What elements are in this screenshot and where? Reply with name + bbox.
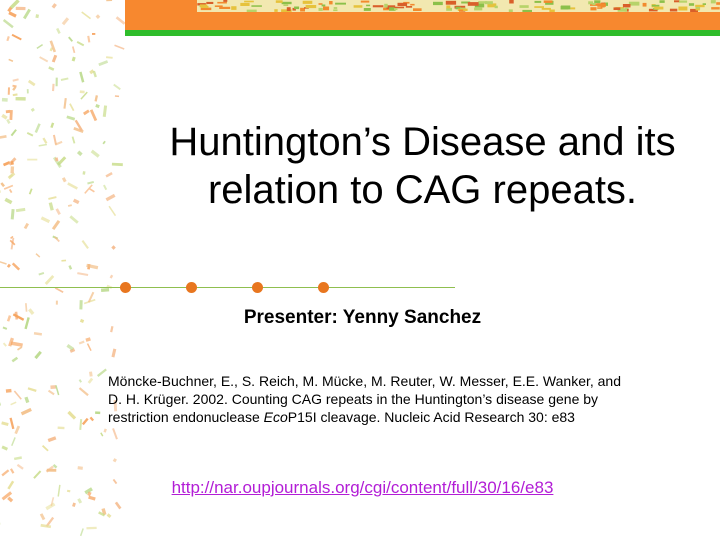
confetti-piece [49, 202, 54, 210]
confetti-piece [85, 337, 90, 342]
confetti-piece [101, 288, 109, 292]
confetti-piece [52, 84, 55, 91]
top-pattern-piece [410, 4, 414, 6]
top-pattern-piece [678, 7, 687, 11]
top-pattern-piece [474, 8, 482, 11]
confetti-piece [62, 17, 69, 25]
top-banner-orange-block [125, 0, 197, 30]
confetti-piece [79, 341, 85, 345]
top-pattern-graphic [197, 0, 720, 12]
confetti-piece [105, 172, 112, 178]
confetti-piece [69, 215, 78, 223]
confetti-piece [94, 95, 98, 101]
top-pattern-piece [406, 6, 412, 8]
top-banner-pattern [197, 0, 720, 12]
confetti-piece [57, 485, 60, 497]
confetti-piece [41, 216, 50, 223]
top-pattern-piece [711, 7, 720, 9]
confetti-piece [9, 189, 12, 193]
confetti-piece [106, 56, 113, 59]
confetti-piece [111, 349, 116, 358]
confetti-piece [13, 313, 24, 321]
confetti-piece [3, 19, 14, 28]
confetti-piece [93, 71, 97, 78]
confetti-piece [115, 502, 122, 510]
confetti-piece [96, 14, 101, 19]
confetti-piece [56, 28, 61, 34]
confetti-piece [68, 204, 72, 207]
confetti-piece [61, 77, 69, 81]
confetti-piece [1, 446, 8, 451]
confetti-piece [61, 260, 66, 262]
confetti-piece [45, 275, 55, 285]
confetti-piece [110, 326, 113, 332]
top-pattern-piece [361, 1, 370, 3]
confetti-piece [104, 428, 107, 432]
top-pattern-piece [244, 1, 254, 3]
top-pattern-piece [520, 5, 529, 8]
confetti-piece [111, 245, 116, 250]
top-pattern-piece [394, 7, 404, 9]
top-pattern-piece [703, 3, 706, 5]
decorative-confetti-strip [0, 0, 125, 540]
top-pattern-piece [366, 5, 370, 7]
confetti-piece [14, 456, 22, 460]
reference-link[interactable]: http://nar.oupjournals.org/cgi/content/full/30/16/e83 [171, 478, 554, 497]
confetti-piece [4, 185, 13, 190]
confetti-piece [52, 55, 57, 63]
confetti-piece [68, 265, 72, 270]
confetti-piece [90, 417, 94, 422]
bullet-dot-4 [318, 282, 329, 293]
confetti-piece [115, 95, 119, 97]
confetti-piece [39, 56, 48, 62]
confetti-piece [77, 498, 82, 504]
confetti-piece [56, 208, 61, 215]
confetti-piece [79, 72, 84, 83]
top-pattern-piece [206, 2, 213, 4]
top-pattern-piece [711, 0, 716, 3]
top-pattern-piece [240, 3, 249, 6]
top-pattern-piece [660, 0, 665, 3]
presenter-label: Presenter: Yenny Sanchez [243, 307, 482, 328]
top-pattern-piece [689, 3, 694, 6]
confetti-piece [8, 11, 16, 17]
top-pattern-piece [373, 5, 384, 7]
confetti-piece [7, 481, 14, 490]
confetti-piece [7, 315, 11, 321]
confetti-piece [11, 437, 16, 446]
confetti-piece [108, 206, 116, 216]
top-pattern-piece [384, 4, 388, 8]
title-line-2: relation to CAG repeats. [207, 168, 638, 212]
confetti-piece [87, 343, 92, 351]
confetti-piece [83, 171, 86, 175]
confetti-piece [88, 496, 96, 501]
bullet-dot-1 [120, 282, 131, 293]
confetti-piece [42, 138, 47, 144]
top-pattern-piece [364, 8, 371, 11]
confetti-piece [16, 97, 26, 101]
confetti-piece [35, 14, 39, 18]
top-pattern-piece [294, 7, 299, 10]
confetti-piece [86, 527, 96, 530]
top-pattern-piece [329, 1, 333, 4]
confetti-piece [48, 390, 55, 395]
confetti-piece [113, 479, 118, 484]
top-pattern-piece [433, 2, 443, 5]
confetti-piece [89, 372, 93, 377]
confetti-piece [80, 528, 84, 536]
confetti-piece [47, 469, 57, 472]
confetti-piece [79, 379, 82, 383]
confetti-piece [92, 33, 95, 35]
confetti-piece [25, 303, 27, 312]
confetti-piece [40, 524, 51, 528]
top-pattern-piece [394, 8, 398, 10]
confetti-piece [28, 308, 34, 315]
confetti-piece [91, 150, 100, 158]
confetti-piece [69, 103, 74, 111]
confetti-piece [48, 436, 57, 442]
top-pattern-piece [283, 4, 288, 6]
confetti-piece [10, 166, 14, 173]
confetti-piece [12, 34, 22, 41]
confetti-piece [9, 110, 12, 120]
top-banner-orange-band [197, 12, 720, 30]
confetti-piece [67, 411, 76, 420]
confetti-piece [48, 196, 56, 200]
confetti-piece [14, 391, 22, 400]
confetti-piece [82, 240, 89, 249]
confetti-piece [16, 7, 26, 10]
confetti-piece [3, 343, 7, 347]
confetti-piece [55, 385, 59, 395]
confetti-piece [36, 44, 43, 49]
confetti-piece [113, 84, 121, 90]
confetti-piece [31, 108, 35, 112]
top-pattern-piece [495, 6, 498, 9]
top-pattern-piece [231, 6, 236, 10]
confetti-piece [27, 89, 29, 93]
confetti-piece [0, 261, 7, 265]
confetti-piece [77, 151, 83, 157]
citation-text [108, 372, 628, 426]
confetti-piece [11, 129, 17, 136]
confetti-piece [6, 110, 10, 113]
confetti-piece [102, 141, 105, 145]
confetti-piece [48, 66, 54, 71]
citation-part-1: Möncke-Buchner, E., S. Reich, M. Mücke, M. Reuter, W. Messer, E.E. Wanker, and D. H. Krüger. 2002. Counting CAG repeats in the Huntington’s disease gene by restriction endonuclease [108, 373, 622, 425]
confetti-piece [13, 93, 18, 96]
top-pattern-piece [201, 6, 209, 8]
confetti-piece [24, 317, 29, 329]
confetti-piece [0, 190, 1, 193]
top-pattern-piece [217, 2, 227, 4]
confetti-piece [80, 90, 85, 93]
confetti-piece [81, 11, 91, 19]
top-pattern-piece [306, 5, 317, 8]
confetti-piece [107, 513, 112, 518]
top-pattern-piece [590, 7, 596, 10]
confetti-piece [24, 223, 29, 229]
confetti-piece [50, 123, 54, 129]
top-pattern-piece [335, 3, 346, 5]
confetti-piece [28, 80, 36, 86]
confetti-piece [29, 188, 33, 194]
top-pattern-piece [446, 5, 450, 8]
confetti-piece [35, 253, 40, 258]
top-pattern-piece [535, 1, 542, 3]
confetti-piece [110, 275, 114, 279]
top-pattern-piece [652, 5, 660, 7]
top-pattern-piece [319, 8, 323, 11]
confetti-piece [35, 123, 41, 133]
top-pattern-piece [468, 2, 479, 6]
confetti-piece [103, 185, 107, 191]
top-pattern-piece [303, 1, 313, 4]
confetti-piece [66, 116, 75, 121]
title-line-1: Huntington’s Disease and its [169, 120, 676, 164]
confetti-piece [103, 105, 107, 117]
confetti-piece [1, 114, 7, 120]
confetti-piece [72, 46, 75, 53]
top-pattern-piece [478, 1, 487, 3]
confetti-piece [52, 3, 57, 9]
confetti-piece [21, 408, 32, 416]
top-pattern-piece [601, 5, 605, 7]
confetti-piece [1, 469, 9, 476]
confetti-piece [67, 490, 71, 493]
top-pattern-piece [215, 5, 223, 7]
top-pattern-piece [654, 7, 663, 10]
confetti-piece [2, 98, 8, 102]
confetti-piece [78, 466, 83, 470]
top-pattern-piece [623, 4, 631, 7]
confetti-piece [17, 346, 22, 350]
top-pattern-piece [716, 2, 720, 5]
citation-italic: Eco [263, 409, 288, 425]
confetti-piece [38, 272, 44, 275]
top-pattern-piece [219, 7, 230, 9]
confetti-piece [6, 389, 12, 393]
slide-title [125, 118, 720, 214]
confetti-piece [11, 209, 15, 220]
top-pattern-piece [323, 7, 329, 11]
confetti-piece [4, 198, 12, 204]
confetti-piece [24, 397, 29, 403]
top-pattern-piece [251, 5, 262, 7]
confetti-piece [27, 132, 34, 137]
confetti-piece [39, 144, 47, 147]
top-pattern-piece [561, 6, 570, 10]
top-pattern-piece [333, 9, 337, 11]
confetti-piece [17, 464, 24, 470]
confetti-piece [113, 458, 117, 462]
top-pattern-piece [696, 9, 700, 11]
confetti-piece [88, 378, 94, 384]
confetti-piece [28, 387, 37, 392]
bullet-dot-3 [252, 282, 263, 293]
confetti-piece [10, 402, 16, 406]
top-pattern-piece [679, 1, 687, 3]
confetti-piece [1, 421, 8, 426]
top-pattern-piece [398, 3, 408, 6]
top-pattern-piece [588, 1, 593, 4]
top-pattern-piece [446, 1, 456, 5]
confetti-piece [0, 182, 5, 187]
confetti-piece [87, 36, 90, 43]
confetti-piece [79, 387, 89, 396]
top-pattern-piece [287, 7, 291, 11]
top-pattern-piece [354, 5, 363, 8]
confetti-piece [27, 159, 37, 161]
confetti-piece [68, 37, 73, 42]
confetti-piece [23, 9, 31, 19]
confetti-piece [12, 78, 18, 81]
confetti-piece [106, 194, 116, 201]
divider-line [0, 287, 455, 288]
confetti-piece [54, 236, 60, 242]
confetti-piece [7, 497, 13, 503]
top-pattern-piece [413, 8, 422, 11]
confetti-piece [12, 357, 19, 363]
confetti-piece [77, 41, 85, 46]
top-pattern-piece [334, 7, 338, 9]
confetti-piece [87, 181, 94, 185]
confetti-piece [10, 468, 14, 473]
confetti-piece [3, 327, 8, 330]
confetti-piece [114, 45, 124, 50]
confetti-piece [98, 60, 108, 66]
top-pattern-piece [544, 0, 553, 3]
confetti-piece [56, 78, 58, 87]
confetti-piece [14, 426, 20, 435]
confetti-piece [67, 182, 78, 189]
confetti-piece [89, 188, 95, 192]
confetti-piece [116, 16, 125, 24]
bullet-dot-2 [186, 282, 197, 293]
confetti-piece [42, 445, 49, 451]
confetti-piece [82, 418, 89, 425]
confetti-piece [100, 432, 103, 436]
confetti-piece [80, 319, 84, 323]
confetti-piece [79, 419, 82, 430]
confetti-piece [9, 418, 14, 430]
top-pattern-piece [643, 3, 647, 7]
confetti-piece [58, 427, 65, 430]
top-pattern-piece [674, 0, 680, 2]
confetti-piece [0, 135, 7, 139]
confetti-piece [77, 272, 88, 276]
top-pattern-piece [597, 7, 602, 9]
confetti-piece [95, 411, 100, 414]
confetti-piece [33, 470, 41, 478]
confetti-piece [56, 301, 58, 305]
confetti-piece [112, 428, 118, 439]
confetti-piece [8, 87, 10, 94]
top-pattern-piece [223, 0, 227, 2]
confetti-piece [34, 332, 42, 336]
confetti-pattern [0, 0, 125, 540]
confetti-piece [7, 264, 11, 268]
confetti-piece [34, 351, 42, 359]
confetti-piece [40, 513, 45, 520]
top-pattern-piece [322, 5, 326, 7]
top-pattern-piece [509, 0, 514, 4]
confetti-piece [0, 402, 1, 407]
confetti-piece [97, 368, 107, 376]
confetti-piece [106, 0, 112, 1]
confetti-piece [45, 502, 55, 510]
confetti-piece [63, 98, 66, 109]
confetti-piece [6, 36, 9, 41]
confetti-piece [72, 57, 76, 62]
top-pattern-piece [276, 0, 283, 3]
top-pattern-piece [614, 7, 621, 10]
top-pattern-piece [570, 7, 575, 9]
confetti-piece [79, 300, 82, 309]
confetti-piece [112, 163, 123, 166]
top-pattern-piece [695, 5, 704, 7]
confetti-piece [83, 109, 90, 115]
confetti-piece [73, 199, 80, 205]
top-banner-green-stripe [125, 30, 720, 36]
top-pattern-piece [594, 0, 600, 3]
confetti-piece [95, 104, 100, 108]
confetti-piece [90, 109, 97, 121]
confetti-piece [72, 136, 76, 143]
citation-part-2: P15I cleavage. Nucleic Acid Research 30: e83 [287, 409, 575, 425]
confetti-piece [8, 59, 13, 62]
confetti-piece [52, 220, 60, 230]
top-pattern-piece [592, 3, 595, 5]
confetti-piece [16, 208, 26, 212]
confetti-piece [72, 503, 76, 507]
confetti-piece [62, 177, 67, 182]
top-pattern-piece [534, 6, 544, 8]
confetti-piece [12, 263, 20, 271]
top-pattern-piece [282, 2, 292, 4]
